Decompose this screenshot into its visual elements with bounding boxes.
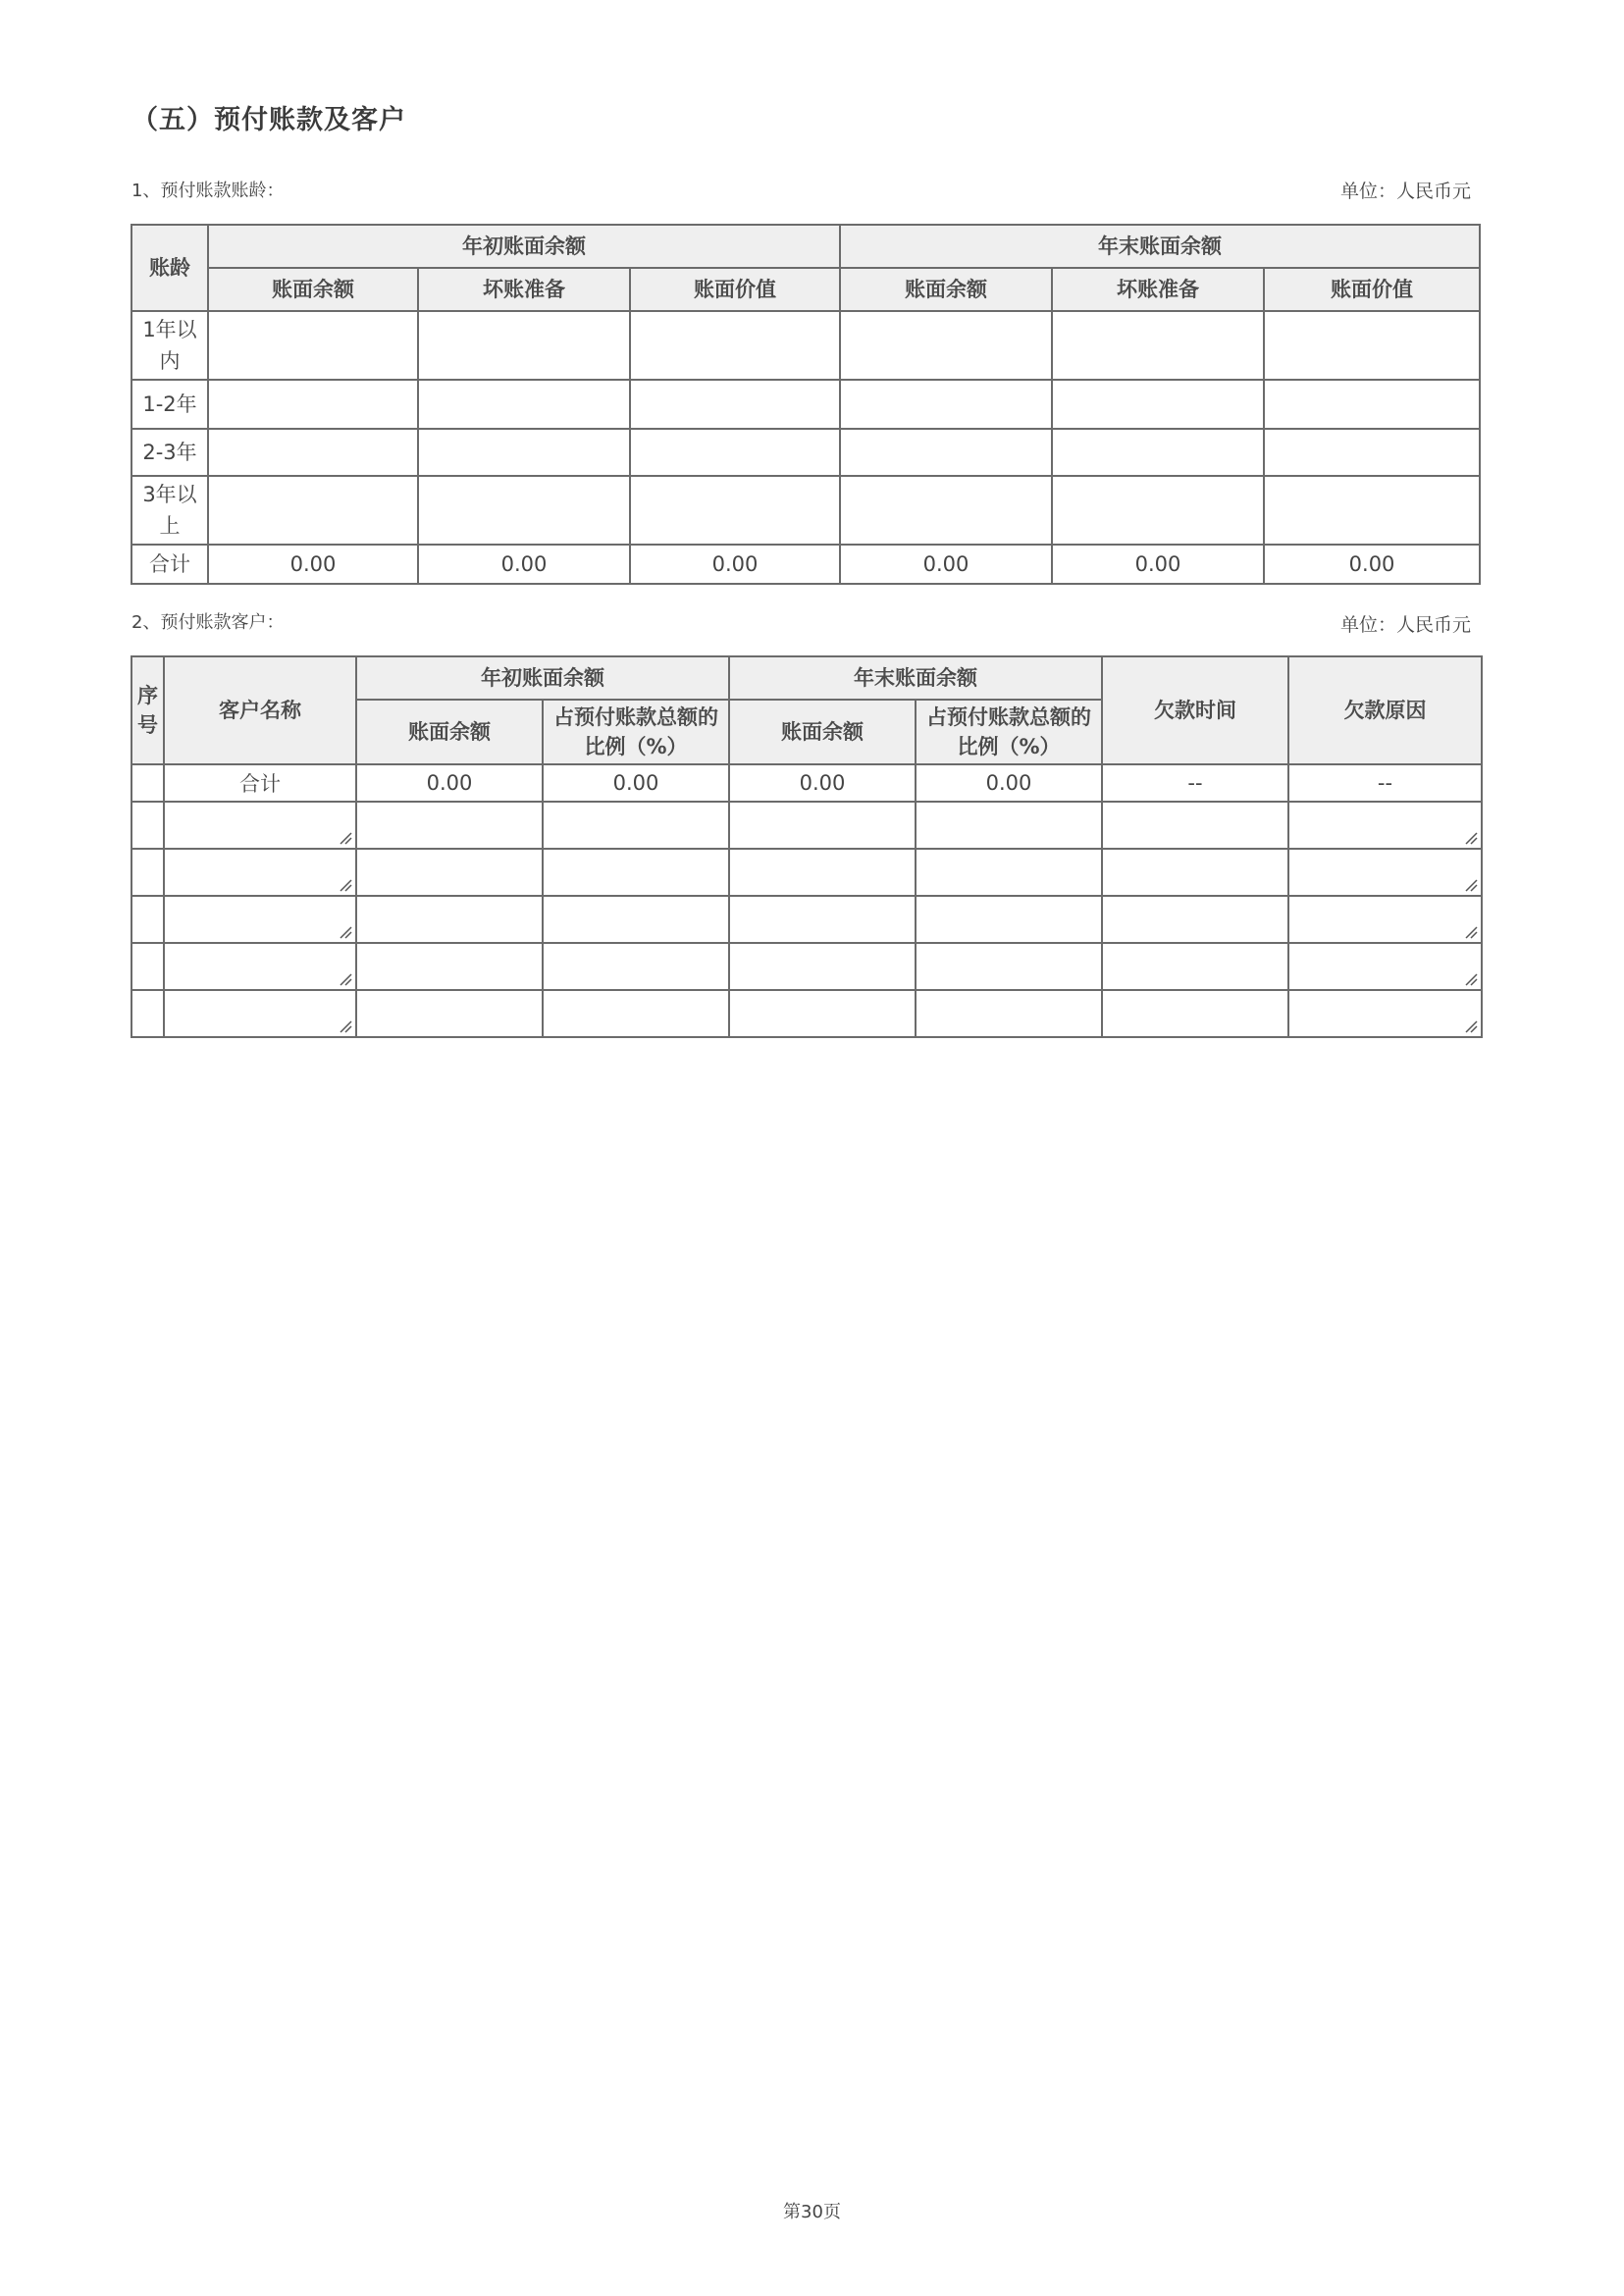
cell[interactable] [1264,380,1480,429]
cell[interactable]: 0.00 [208,545,418,584]
cell[interactable] [356,896,543,943]
cell[interactable] [131,802,164,849]
sub-header: 账面余额 [729,700,916,764]
table2-unit: 单位：人民币元 [1340,614,1472,636]
table-row [131,380,1480,429]
cell[interactable] [356,802,543,849]
aging-table [131,224,1481,585]
sub-header: 占预付账款总额的比例（%） [543,700,729,764]
cell[interactable] [1052,311,1264,380]
cell[interactable]: 0.00 [543,764,729,802]
sub-header: 账面余额 [840,268,1052,311]
page-number: 第30页 [783,2202,841,2222]
cell[interactable] [543,802,729,849]
cell[interactable] [208,380,418,429]
cell[interactable] [208,311,418,380]
customer-name-input[interactable] [164,802,356,849]
cell[interactable]: -- [1288,764,1482,802]
sub-header: 账面余额 [356,700,543,764]
row-label: 2-3年 [131,429,208,476]
cell[interactable] [543,896,729,943]
cell[interactable]: 0.00 [356,764,543,802]
cell[interactable]: 0.00 [729,764,916,802]
sub-header: 坏账准备 [1052,268,1264,311]
cell[interactable] [356,849,543,896]
table-row [131,802,1482,849]
resize-handle-icon[interactable] [1464,972,1478,986]
customer-name-input[interactable] [164,849,356,896]
section-title: （五）预付账款及客户 [131,105,406,135]
cell[interactable] [208,429,418,476]
reason-input[interactable] [1288,943,1482,990]
cell[interactable] [131,990,164,1037]
cell[interactable] [729,943,916,990]
cell[interactable] [356,990,543,1037]
resize-handle-icon[interactable] [339,1019,352,1033]
resize-handle-icon[interactable] [1464,831,1478,845]
cell[interactable] [1102,896,1288,943]
reason-input[interactable] [1288,849,1482,896]
reason-input[interactable] [1288,896,1482,943]
age-header: 账龄 [131,225,208,311]
row-label: 1年以内 [131,311,208,380]
customer-name-input[interactable] [164,943,356,990]
cell[interactable]: 0.00 [418,545,630,584]
sub-header: 占预付账款总额的比例（%） [916,700,1102,764]
total-row [131,545,1480,584]
cell[interactable] [916,990,1102,1037]
cell[interactable] [1102,943,1288,990]
resize-handle-icon[interactable] [339,925,352,939]
customer-name-input[interactable] [164,896,356,943]
cell[interactable] [418,380,630,429]
cell[interactable] [916,943,1102,990]
cell[interactable] [840,311,1052,380]
cell[interactable] [131,849,164,896]
row-label: 1-2年 [131,380,208,429]
cell[interactable] [916,802,1102,849]
group-end-header: 年末账面余额 [729,656,1102,700]
customer-name-input[interactable] [164,990,356,1037]
cell[interactable] [543,943,729,990]
table2-caption: 2、预付账款客户： [131,612,285,633]
row-label: 合计 [131,545,208,584]
cell[interactable] [1052,380,1264,429]
cell[interactable] [1264,476,1480,545]
resize-handle-icon[interactable] [339,831,352,845]
cell[interactable] [356,943,543,990]
cell[interactable] [543,990,729,1037]
row-label: 3年以上 [131,476,208,545]
time-header: 欠款时间 [1102,656,1288,764]
cell[interactable] [418,311,630,380]
cell[interactable]: 0.00 [1264,545,1480,584]
cell[interactable] [916,896,1102,943]
cell[interactable] [1102,990,1288,1037]
table1-caption: 1、预付账款账龄： [131,181,285,201]
sub-header: 账面价值 [1264,268,1480,311]
cell[interactable] [630,476,840,545]
cell[interactable] [1264,311,1480,380]
table-row [131,896,1482,943]
table-row [131,429,1480,476]
table-row [131,849,1482,896]
reason-input[interactable] [1288,990,1482,1037]
row-label: 合计 [164,764,356,802]
cell[interactable] [418,476,630,545]
cell[interactable] [916,849,1102,896]
group-begin-header: 年初账面余额 [208,225,840,268]
name-header: 客户名称 [164,656,356,764]
cell[interactable] [630,311,840,380]
cell[interactable]: 0.00 [840,545,1052,584]
group-begin-header: 年初账面余额 [356,656,729,700]
resize-handle-icon[interactable] [1464,878,1478,892]
table-row [131,943,1482,990]
cell[interactable] [729,802,916,849]
cell[interactable]: 0.00 [916,764,1102,802]
sub-header: 坏账准备 [418,268,630,311]
group-end-header: 年末账面余额 [840,225,1480,268]
cell[interactable] [729,896,916,943]
cell[interactable] [840,429,1052,476]
cell[interactable] [131,943,164,990]
table-row [131,990,1482,1037]
cell[interactable] [543,849,729,896]
sub-header: 账面价值 [630,268,840,311]
cell[interactable] [729,849,916,896]
cell[interactable] [418,429,630,476]
seq-header: 序号 [131,656,164,764]
sub-header: 账面余额 [208,268,418,311]
cell[interactable]: -- [1102,764,1288,802]
reason-header: 欠款原因 [1288,656,1482,764]
resize-handle-icon[interactable] [1464,925,1478,939]
resize-handle-icon[interactable] [339,878,352,892]
cell[interactable] [131,896,164,943]
table1-unit: 单位：人民币元 [1340,181,1472,202]
table-row [131,476,1480,545]
cell[interactable] [208,476,418,545]
cell[interactable] [729,990,916,1037]
cell[interactable] [840,476,1052,545]
table-row [131,311,1480,380]
cell[interactable] [1102,802,1288,849]
cell[interactable] [1052,476,1264,545]
customer-table [131,655,1483,1038]
cell[interactable] [630,429,840,476]
cell[interactable]: 0.00 [1052,545,1264,584]
total-row [131,764,1482,802]
resize-handle-icon[interactable] [339,972,352,986]
cell[interactable] [840,380,1052,429]
cell[interactable] [1102,849,1288,896]
cell [131,764,164,802]
cell[interactable] [1264,429,1480,476]
cell[interactable]: 0.00 [630,545,840,584]
cell[interactable] [630,380,840,429]
resize-handle-icon[interactable] [1464,1019,1478,1033]
cell[interactable] [1052,429,1264,476]
reason-input[interactable] [1288,802,1482,849]
